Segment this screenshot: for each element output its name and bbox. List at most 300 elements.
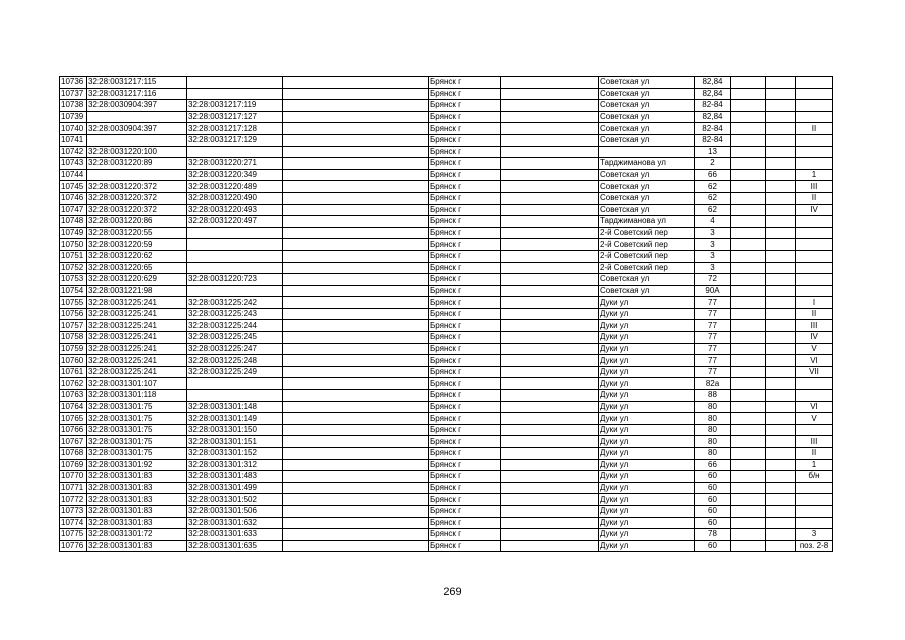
cell-house: 77 bbox=[695, 308, 731, 320]
cell-empty bbox=[731, 123, 766, 135]
table-row bbox=[60, 424, 833, 436]
cell-empty bbox=[501, 471, 599, 483]
cell-empty bbox=[501, 390, 599, 402]
table-row bbox=[60, 505, 833, 517]
cell-street: Дуки ул bbox=[599, 459, 695, 471]
cell-house: 60 bbox=[695, 540, 731, 552]
cell-house: 3 bbox=[695, 239, 731, 251]
cell-row-number: 10741 bbox=[60, 134, 87, 146]
cell-building bbox=[796, 505, 833, 517]
cell-row-number: 10751 bbox=[60, 250, 87, 262]
cell-empty bbox=[731, 471, 766, 483]
cell-building bbox=[796, 216, 833, 228]
cell-building: 1 bbox=[796, 169, 833, 181]
cell-building bbox=[796, 274, 833, 286]
cell-street: Дуки ул bbox=[599, 390, 695, 402]
cell-building: V bbox=[796, 343, 833, 355]
cell-empty bbox=[766, 343, 796, 355]
cell-house: 82-84 bbox=[695, 134, 731, 146]
cell-city: Брянск г bbox=[429, 517, 501, 529]
cell-row-number: 10746 bbox=[60, 192, 87, 204]
cell-city: Брянск г bbox=[429, 436, 501, 448]
cell-empty bbox=[766, 285, 796, 297]
cell-empty bbox=[731, 378, 766, 390]
cell-empty bbox=[501, 204, 599, 216]
cell-row-number: 10769 bbox=[60, 459, 87, 471]
cell-row-number: 10749 bbox=[60, 227, 87, 239]
cell-house: 80 bbox=[695, 401, 731, 413]
cell-empty bbox=[283, 378, 429, 390]
cell-house: 88 bbox=[695, 390, 731, 402]
table-row bbox=[60, 540, 833, 552]
cell-building bbox=[796, 285, 833, 297]
cell-building: III bbox=[796, 320, 833, 332]
cell-house: 3 bbox=[695, 250, 731, 262]
cell-row-number: 10739 bbox=[60, 111, 87, 123]
cell-empty bbox=[283, 459, 429, 471]
cell-empty bbox=[731, 146, 766, 158]
cell-cadastral-number: 32:28:0031220:55 bbox=[87, 227, 187, 239]
cell-empty bbox=[731, 448, 766, 460]
cell-building-cadastral-number: 32:28:0031301:502 bbox=[187, 494, 283, 506]
cell-street bbox=[599, 146, 695, 158]
cell-building-cadastral-number: 32:28:0031217:129 bbox=[187, 134, 283, 146]
cell-cadastral-number: 32:28:0031220:86 bbox=[87, 216, 187, 228]
cell-cadastral-number: 32:28:0031301:83 bbox=[87, 540, 187, 552]
cell-building: VII bbox=[796, 366, 833, 378]
cell-building: IV bbox=[796, 204, 833, 216]
cell-city: Брянск г bbox=[429, 390, 501, 402]
table-body bbox=[60, 77, 833, 552]
cell-cadastral-number: 32:28:0031301:75 bbox=[87, 401, 187, 413]
cell-building-cadastral-number: 32:28:0031301:150 bbox=[187, 424, 283, 436]
cell-empty bbox=[283, 274, 429, 286]
cell-empty bbox=[766, 517, 796, 529]
cell-building-cadastral-number: 32:28:0031301:506 bbox=[187, 505, 283, 517]
cell-empty bbox=[766, 274, 796, 286]
cell-house: 82а bbox=[695, 378, 731, 390]
cell-city: Брянск г bbox=[429, 77, 501, 89]
cell-building-cadastral-number bbox=[187, 227, 283, 239]
cell-building: VI bbox=[796, 355, 833, 367]
cell-house: 77 bbox=[695, 343, 731, 355]
cell-city: Брянск г bbox=[429, 274, 501, 286]
table-row bbox=[60, 146, 833, 158]
table-row bbox=[60, 77, 833, 89]
cell-empty bbox=[766, 111, 796, 123]
cell-street: Советская ул bbox=[599, 181, 695, 193]
cell-building: II bbox=[796, 192, 833, 204]
cell-house: 82,84 bbox=[695, 77, 731, 89]
cell-empty bbox=[283, 529, 429, 541]
cell-empty bbox=[766, 448, 796, 460]
cell-empty bbox=[501, 320, 599, 332]
cell-row-number: 10776 bbox=[60, 540, 87, 552]
cell-row-number: 10756 bbox=[60, 308, 87, 320]
cell-city: Брянск г bbox=[429, 204, 501, 216]
cell-row-number: 10743 bbox=[60, 158, 87, 170]
cell-house: 66 bbox=[695, 169, 731, 181]
cell-cadastral-number: 32:28:0031220:372 bbox=[87, 204, 187, 216]
cell-city: Брянск г bbox=[429, 401, 501, 413]
cell-empty bbox=[731, 262, 766, 274]
cell-empty bbox=[766, 158, 796, 170]
cell-street: Дуки ул bbox=[599, 378, 695, 390]
cell-empty bbox=[766, 308, 796, 320]
cell-building: VI bbox=[796, 401, 833, 413]
cell-house: 77 bbox=[695, 355, 731, 367]
cell-empty bbox=[283, 100, 429, 112]
cell-empty bbox=[731, 239, 766, 251]
cell-empty bbox=[501, 297, 599, 309]
cell-empty bbox=[766, 424, 796, 436]
cell-street: Дуки ул bbox=[599, 401, 695, 413]
cell-row-number: 10774 bbox=[60, 517, 87, 529]
cell-building-cadastral-number: 32:28:0031225:243 bbox=[187, 308, 283, 320]
cell-empty bbox=[283, 134, 429, 146]
cell-city: Брянск г bbox=[429, 262, 501, 274]
cell-building-cadastral-number: 32:28:0031301:499 bbox=[187, 482, 283, 494]
cell-city: Брянск г bbox=[429, 297, 501, 309]
cell-empty bbox=[731, 413, 766, 425]
cell-empty bbox=[731, 169, 766, 181]
cell-empty bbox=[731, 343, 766, 355]
cell-building-cadastral-number: 32:28:0031220:349 bbox=[187, 169, 283, 181]
cell-row-number: 10738 bbox=[60, 100, 87, 112]
cell-building bbox=[796, 250, 833, 262]
cell-city: Брянск г bbox=[429, 540, 501, 552]
cell-building: I bbox=[796, 297, 833, 309]
cell-cadastral-number: 32:28:0030904:397 bbox=[87, 123, 187, 135]
cell-empty bbox=[766, 378, 796, 390]
page-number: 269 bbox=[443, 586, 462, 598]
cell-empty bbox=[766, 459, 796, 471]
table-row bbox=[60, 378, 833, 390]
table-row bbox=[60, 250, 833, 262]
cell-street: Дуки ул bbox=[599, 436, 695, 448]
cell-house: 77 bbox=[695, 332, 731, 344]
cell-cadastral-number: 32:28:0031225:241 bbox=[87, 355, 187, 367]
cell-empty bbox=[731, 517, 766, 529]
cell-row-number: 10766 bbox=[60, 424, 87, 436]
cell-empty bbox=[766, 436, 796, 448]
cell-empty bbox=[283, 123, 429, 135]
cell-empty bbox=[283, 471, 429, 483]
cell-building-cadastral-number: 32:28:0031217:127 bbox=[187, 111, 283, 123]
cell-city: Брянск г bbox=[429, 111, 501, 123]
table-row bbox=[60, 169, 833, 181]
cell-row-number: 10737 bbox=[60, 88, 87, 100]
cell-building-cadastral-number: 32:28:0031301:151 bbox=[187, 436, 283, 448]
cell-building bbox=[796, 227, 833, 239]
cell-empty bbox=[731, 297, 766, 309]
cell-cadastral-number: 32:28:0031301:83 bbox=[87, 482, 187, 494]
cell-building bbox=[796, 378, 833, 390]
cell-empty bbox=[501, 378, 599, 390]
cell-empty bbox=[766, 250, 796, 262]
cell-empty bbox=[731, 192, 766, 204]
cell-row-number: 10757 bbox=[60, 320, 87, 332]
table-row bbox=[60, 343, 833, 355]
cell-cadastral-number: 32:28:0031220:629 bbox=[87, 274, 187, 286]
cell-building: 1 bbox=[796, 459, 833, 471]
cell-building-cadastral-number: 32:28:0031217:128 bbox=[187, 123, 283, 135]
cell-building: III bbox=[796, 436, 833, 448]
cell-empty bbox=[501, 459, 599, 471]
cell-empty bbox=[766, 471, 796, 483]
cell-building-cadastral-number: 32:28:0031220:489 bbox=[187, 181, 283, 193]
cell-building-cadastral-number: 32:28:0031301:149 bbox=[187, 413, 283, 425]
cell-city: Брянск г bbox=[429, 192, 501, 204]
cell-cadastral-number: 32:28:0031220:89 bbox=[87, 158, 187, 170]
cell-building-cadastral-number: 32:28:0031301:312 bbox=[187, 459, 283, 471]
cell-empty bbox=[283, 77, 429, 89]
cell-empty bbox=[731, 134, 766, 146]
cell-empty bbox=[501, 285, 599, 297]
cell-empty bbox=[731, 88, 766, 100]
cell-empty bbox=[766, 494, 796, 506]
cell-city: Брянск г bbox=[429, 158, 501, 170]
cell-empty bbox=[283, 285, 429, 297]
cell-street: Дуки ул bbox=[599, 343, 695, 355]
cell-cadastral-number: 32:28:0031301:83 bbox=[87, 494, 187, 506]
cell-city: Брянск г bbox=[429, 332, 501, 344]
cell-city: Брянск г bbox=[429, 285, 501, 297]
cell-row-number: 10772 bbox=[60, 494, 87, 506]
cell-cadastral-number: 32:28:0031220:100 bbox=[87, 146, 187, 158]
cell-building-cadastral-number bbox=[187, 77, 283, 89]
cell-empty bbox=[731, 204, 766, 216]
table-row bbox=[60, 482, 833, 494]
table-row bbox=[60, 285, 833, 297]
cell-empty bbox=[501, 482, 599, 494]
cell-empty bbox=[731, 158, 766, 170]
cell-street: Советская ул bbox=[599, 285, 695, 297]
table-row bbox=[60, 401, 833, 413]
cell-empty bbox=[501, 448, 599, 460]
cell-empty bbox=[501, 88, 599, 100]
cell-building-cadastral-number bbox=[187, 285, 283, 297]
cell-cadastral-number: 32:28:0031301:75 bbox=[87, 436, 187, 448]
cell-house: 62 bbox=[695, 181, 731, 193]
cell-building bbox=[796, 134, 833, 146]
cell-house: 78 bbox=[695, 529, 731, 541]
cell-empty bbox=[283, 482, 429, 494]
cell-cadastral-number: 32:28:0031301:75 bbox=[87, 424, 187, 436]
table-row bbox=[60, 134, 833, 146]
cell-empty bbox=[283, 320, 429, 332]
table-row bbox=[60, 529, 833, 541]
cell-cadastral-number bbox=[87, 169, 187, 181]
cell-house: 80 bbox=[695, 424, 731, 436]
cell-row-number: 10762 bbox=[60, 378, 87, 390]
cell-city: Брянск г bbox=[429, 134, 501, 146]
cell-empty bbox=[731, 505, 766, 517]
cell-building-cadastral-number: 32:28:0031301:483 bbox=[187, 471, 283, 483]
cell-building: б/н bbox=[796, 471, 833, 483]
cell-street: 2-й Советский пер bbox=[599, 239, 695, 251]
cell-street: Дуки ул bbox=[599, 482, 695, 494]
table-row bbox=[60, 227, 833, 239]
cell-cadastral-number: 32:28:0031217:116 bbox=[87, 88, 187, 100]
cell-row-number: 10744 bbox=[60, 169, 87, 181]
cell-empty bbox=[501, 262, 599, 274]
cell-building bbox=[796, 88, 833, 100]
cell-cadastral-number: 32:28:0031225:241 bbox=[87, 320, 187, 332]
cell-empty bbox=[283, 169, 429, 181]
cell-cadastral-number: 32:28:0031301:75 bbox=[87, 448, 187, 460]
cell-empty bbox=[283, 436, 429, 448]
cell-building-cadastral-number: 32:28:0031301:633 bbox=[187, 529, 283, 541]
table-row bbox=[60, 111, 833, 123]
cell-house: 82,84 bbox=[695, 88, 731, 100]
cell-empty bbox=[283, 505, 429, 517]
cell-street: Дуки ул bbox=[599, 494, 695, 506]
cell-empty bbox=[731, 111, 766, 123]
cell-cadastral-number bbox=[87, 111, 187, 123]
cell-house: 80 bbox=[695, 448, 731, 460]
cell-empty bbox=[283, 343, 429, 355]
cell-street: 2-й Советский пер bbox=[599, 250, 695, 262]
cell-house: 77 bbox=[695, 297, 731, 309]
cell-empty bbox=[766, 216, 796, 228]
cell-building-cadastral-number: 32:28:0031220:490 bbox=[187, 192, 283, 204]
cell-street: Дуки ул bbox=[599, 424, 695, 436]
cell-building: III bbox=[796, 181, 833, 193]
cell-house: 60 bbox=[695, 494, 731, 506]
table-row bbox=[60, 181, 833, 193]
cell-empty bbox=[283, 181, 429, 193]
cell-street: Дуки ул bbox=[599, 355, 695, 367]
cell-building-cadastral-number bbox=[187, 390, 283, 402]
table-row bbox=[60, 459, 833, 471]
cell-house: 3 bbox=[695, 262, 731, 274]
cell-city: Брянск г bbox=[429, 505, 501, 517]
table-row bbox=[60, 517, 833, 529]
cell-empty bbox=[766, 413, 796, 425]
cell-city: Брянск г bbox=[429, 459, 501, 471]
cell-empty bbox=[501, 192, 599, 204]
cell-empty bbox=[766, 540, 796, 552]
cell-empty bbox=[766, 134, 796, 146]
cell-empty bbox=[501, 123, 599, 135]
cell-building-cadastral-number: 32:28:0031217:119 bbox=[187, 100, 283, 112]
cell-city: Брянск г bbox=[429, 320, 501, 332]
cell-city: Брянск г bbox=[429, 216, 501, 228]
table-row bbox=[60, 471, 833, 483]
cell-empty bbox=[766, 227, 796, 239]
cell-empty bbox=[283, 540, 429, 552]
cell-empty bbox=[501, 517, 599, 529]
cell-empty bbox=[766, 123, 796, 135]
cell-house: 2 bbox=[695, 158, 731, 170]
table-row bbox=[60, 332, 833, 344]
cell-empty bbox=[283, 424, 429, 436]
cell-empty bbox=[766, 332, 796, 344]
cell-city: Брянск г bbox=[429, 413, 501, 425]
cell-row-number: 10745 bbox=[60, 181, 87, 193]
cell-street: Дуки ул bbox=[599, 529, 695, 541]
cell-empty bbox=[501, 77, 599, 89]
cell-empty bbox=[283, 390, 429, 402]
cell-building bbox=[796, 482, 833, 494]
cell-street: Дуки ул bbox=[599, 471, 695, 483]
cell-street: Советская ул bbox=[599, 134, 695, 146]
cell-street: Дуки ул bbox=[599, 517, 695, 529]
cell-empty bbox=[501, 401, 599, 413]
cell-cadastral-number: 32:28:0031220:65 bbox=[87, 262, 187, 274]
cell-house: 82-84 bbox=[695, 100, 731, 112]
cell-building-cadastral-number bbox=[187, 378, 283, 390]
cell-row-number: 10768 bbox=[60, 448, 87, 460]
cell-cadastral-number: 32:28:0031225:241 bbox=[87, 297, 187, 309]
cell-empty bbox=[731, 436, 766, 448]
cell-building bbox=[796, 517, 833, 529]
cell-empty bbox=[501, 332, 599, 344]
cell-street: Советская ул bbox=[599, 274, 695, 286]
cell-street: Советская ул bbox=[599, 204, 695, 216]
cell-empty bbox=[283, 401, 429, 413]
cell-empty bbox=[283, 88, 429, 100]
table-row bbox=[60, 216, 833, 228]
cell-empty bbox=[731, 529, 766, 541]
cell-city: Брянск г bbox=[429, 424, 501, 436]
cell-empty bbox=[766, 320, 796, 332]
cell-house: 3 bbox=[695, 227, 731, 239]
cell-cadastral-number bbox=[87, 134, 187, 146]
cell-empty bbox=[501, 413, 599, 425]
cell-empty bbox=[501, 540, 599, 552]
cell-building-cadastral-number bbox=[187, 262, 283, 274]
cell-house: 62 bbox=[695, 192, 731, 204]
cell-house: 90А bbox=[695, 285, 731, 297]
table-row bbox=[60, 239, 833, 251]
cell-city: Брянск г bbox=[429, 448, 501, 460]
cell-building-cadastral-number: 32:28:0031225:244 bbox=[187, 320, 283, 332]
cell-cadastral-number: 32:28:0030904:397 bbox=[87, 100, 187, 112]
cell-house: 62 bbox=[695, 204, 731, 216]
cell-row-number: 10750 bbox=[60, 239, 87, 251]
cell-empty bbox=[731, 250, 766, 262]
cell-street: Советская ул bbox=[599, 123, 695, 135]
cell-house: 82,84 bbox=[695, 111, 731, 123]
cell-empty bbox=[283, 216, 429, 228]
cell-empty bbox=[766, 390, 796, 402]
cell-street: Дуки ул bbox=[599, 505, 695, 517]
cell-building bbox=[796, 390, 833, 402]
cell-empty bbox=[766, 146, 796, 158]
cell-row-number: 10765 bbox=[60, 413, 87, 425]
cell-building-cadastral-number: 32:28:0031301:632 bbox=[187, 517, 283, 529]
cell-building-cadastral-number: 32:28:0031301:635 bbox=[187, 540, 283, 552]
cell-empty bbox=[731, 540, 766, 552]
cell-cadastral-number: 32:28:0031301:75 bbox=[87, 413, 187, 425]
cell-empty bbox=[731, 366, 766, 378]
table-row bbox=[60, 390, 833, 402]
cell-empty bbox=[731, 355, 766, 367]
cell-empty bbox=[731, 459, 766, 471]
cell-city: Брянск г bbox=[429, 169, 501, 181]
cell-empty bbox=[766, 77, 796, 89]
cell-street: 2-й Советский пер bbox=[599, 227, 695, 239]
cell-row-number: 10747 bbox=[60, 204, 87, 216]
cell-empty bbox=[283, 355, 429, 367]
cell-building bbox=[796, 158, 833, 170]
cell-street: Дуки ул bbox=[599, 366, 695, 378]
cell-empty bbox=[766, 529, 796, 541]
cell-building-cadastral-number bbox=[187, 88, 283, 100]
cell-empty bbox=[766, 355, 796, 367]
